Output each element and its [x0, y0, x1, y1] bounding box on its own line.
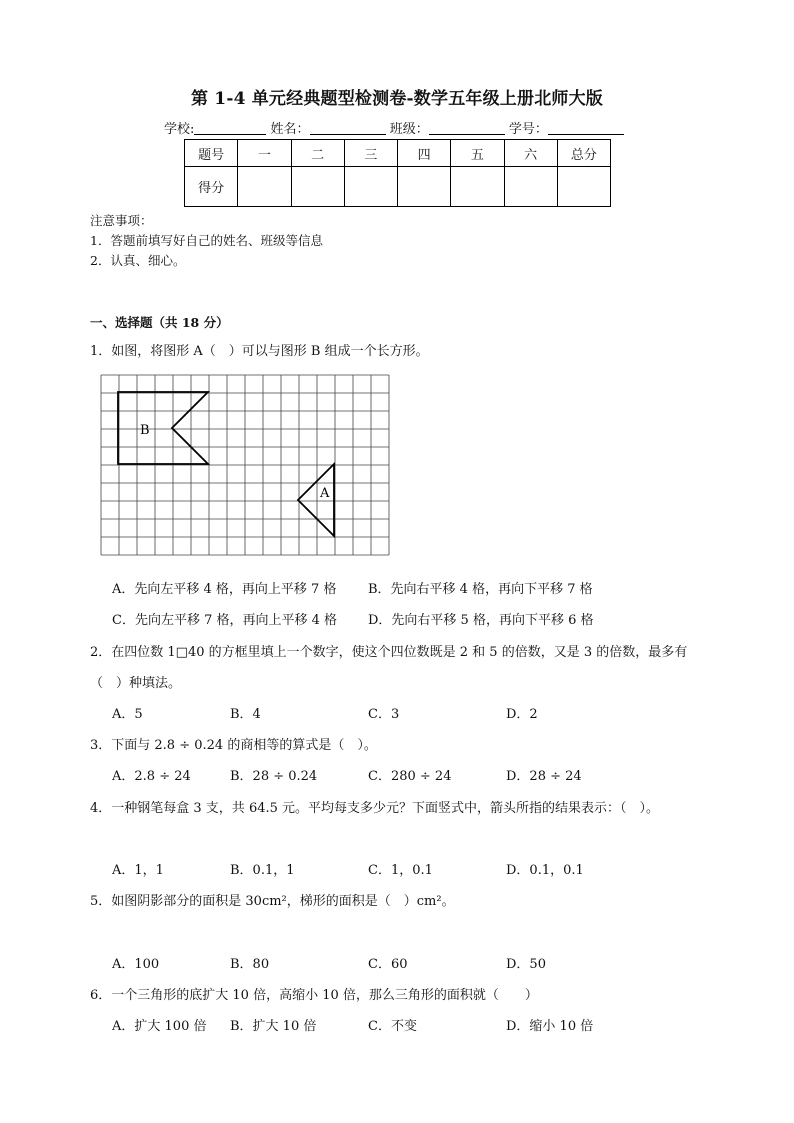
shape-a-label: A: [320, 486, 330, 501]
name-blank[interactable]: [310, 122, 386, 135]
option-b[interactable]: B．28 ÷ 0.24: [230, 769, 318, 784]
question-6-stem: 6．一个三角形的底扩大 10 倍，高缩小 10 倍，那么三角形的面积就（ ）: [90, 988, 538, 1003]
note-item: 1．答题前填写好自己的姓名、班级等信息: [90, 233, 323, 248]
class-blank[interactable]: [429, 122, 505, 135]
option-d[interactable]: D．先向右平移 5 格，再向下平移 6 格: [368, 613, 594, 628]
option-c[interactable]: C．280 ÷ 24: [368, 769, 452, 784]
option-c[interactable]: C．不变: [368, 1019, 417, 1034]
score-table: [184, 139, 611, 207]
option-a[interactable]: A．扩大 100 倍: [112, 1019, 207, 1034]
header-cell: 四: [398, 140, 451, 167]
option-b[interactable]: B．扩大 10 倍: [230, 1019, 317, 1034]
score-cell[interactable]: [451, 167, 504, 207]
question-2-stem: 2．在四位数 1□40 的方框里填上一个数字，使这个四位数既是 2 和 5 的倍数，又是 3 的倍数，最多有: [90, 645, 688, 660]
page-title: 第 1-4 单元经典题型检测卷-数学五年级上册北师大版: [190, 89, 603, 109]
score-table-row: [185, 167, 611, 207]
score-cell[interactable]: [398, 167, 451, 207]
header-cell: 三: [344, 140, 397, 167]
score-table-header: [185, 140, 611, 167]
notes-heading: 注意事项：: [90, 213, 153, 228]
header-cell: 五: [451, 140, 504, 167]
option-b[interactable]: B．0.1，1: [230, 863, 295, 878]
option-a[interactable]: A．先向左平移 4 格，再向上平移 7 格: [112, 582, 337, 597]
number-label: 学号：: [508, 122, 548, 137]
header-cell: 总分: [557, 140, 610, 167]
school-blank[interactable]: [194, 122, 266, 135]
option-c[interactable]: C．先向左平移 7 格，再向上平移 4 格: [112, 613, 338, 628]
shape-b-label: B: [140, 423, 150, 438]
question-4-stem: 4．一种钢笔每盒 3 支，共 64.5 元。平均每支多少元？下面竖式中，箭头所指的结果表示：（ ）。: [90, 801, 660, 816]
score-cell[interactable]: [238, 167, 291, 207]
score-cell[interactable]: [504, 167, 557, 207]
option-c[interactable]: C．1，0.1: [368, 863, 433, 878]
section-heading: 一、选择题（共 18 分）: [90, 315, 229, 330]
option-a[interactable]: A．2.8 ÷ 24: [112, 769, 191, 784]
question-3-stem: 3．下面与 2.8 ÷ 0.24 的商相等的算式是（ ）。: [90, 738, 377, 753]
question-5-stem: 5．如图阴影部分的面积是 30cm²，梯形的面积是（ ）cm²。: [90, 894, 455, 909]
header-cell: 二: [291, 140, 344, 167]
option-a[interactable]: A．1，1: [112, 863, 164, 878]
option-d[interactable]: D．28 ÷ 24: [506, 769, 582, 784]
option-b[interactable]: B．4: [230, 707, 261, 722]
question-2-stem-cont: （ ）种填法。: [90, 676, 182, 691]
option-a[interactable]: A．5: [112, 707, 143, 722]
score-cell[interactable]: [557, 167, 610, 207]
header-cell: 六: [504, 140, 557, 167]
grid-figure: [100, 374, 392, 558]
school-label: 学校:: [164, 122, 195, 137]
number-blank[interactable]: [548, 122, 624, 135]
option-d[interactable]: D．50: [506, 957, 546, 972]
option-c[interactable]: C．60: [368, 957, 408, 972]
option-d[interactable]: D．2: [506, 707, 538, 722]
option-b[interactable]: B．先向右平移 4 格，再向下平移 7 格: [368, 582, 593, 597]
header-cell: 题号: [185, 140, 238, 167]
header-cell: 一: [238, 140, 291, 167]
score-cell[interactable]: [344, 167, 397, 207]
name-label: 姓名：: [270, 122, 310, 137]
note-item: 2．认真、细心。: [90, 253, 186, 268]
class-label: 班级：: [389, 122, 429, 137]
question-1-stem: 1．如图，将图形 A（ ）可以与图形 B 组成一个长方形。: [90, 344, 429, 359]
grid-lines: [101, 375, 389, 555]
option-b[interactable]: B．80: [230, 957, 270, 972]
student-info-line: [164, 118, 624, 137]
option-a[interactable]: A．100: [112, 957, 160, 972]
score-cell[interactable]: [291, 167, 344, 207]
option-d[interactable]: D．0.1，0.1: [506, 863, 584, 878]
option-c[interactable]: C．3: [368, 707, 400, 722]
shape-b: [118, 392, 208, 464]
row-label-cell: 得分: [185, 167, 238, 207]
option-d[interactable]: D．缩小 10 倍: [506, 1019, 594, 1034]
